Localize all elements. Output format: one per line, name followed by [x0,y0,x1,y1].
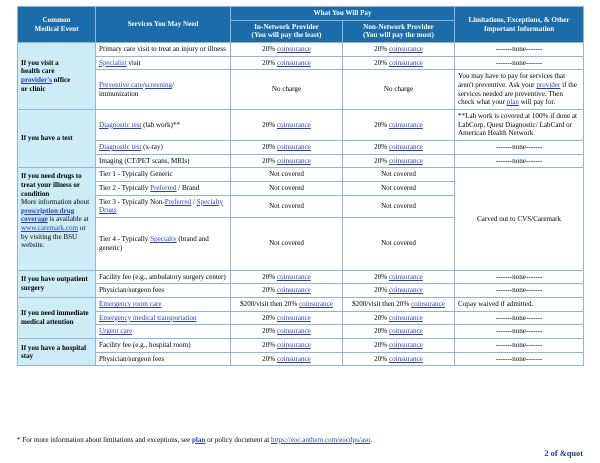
link-coinsurance[interactable]: coinsurance [276,120,311,129]
link-coinsurance[interactable]: coinsurance [388,354,423,363]
service-preventive-care: Preventive care/screening/ immunization [96,70,231,110]
limitations-value: -------none------- [455,325,584,339]
non-network-value [343,140,455,154]
in-pct-15: 20% [262,341,277,350]
non-pct-14: 20% [374,327,389,336]
non-pct-1: 20% [374,58,389,67]
link-coinsurance[interactable]: coinsurance [411,300,445,309]
header-non-network-provider [343,20,455,43]
table-row [18,110,584,141]
header-what-you-will-pay: What You Will Pay [231,7,455,21]
limitations-value: -------none------- [455,352,584,366]
link-coinsurance[interactable]: coinsurance [276,354,311,363]
header-in-network-provider [231,20,343,43]
footnote-star: * [17,436,21,444]
service-tier2-b: / Brand [176,183,200,192]
service-tier4 [96,217,231,270]
service-facility-fee-ambulatory: Facility fee (e.g., ambulatory surgery center) [96,270,231,284]
non-pct-13: 20% [374,313,389,322]
link-specialty[interactable]: Specialty [150,235,177,244]
event-visit-line3-rest: office [52,76,71,85]
service-tier3-a: Tier 3 - Typically Non- [99,197,165,206]
non-network-value: Not covered [343,217,455,270]
non-pct-15: 20% [374,341,389,350]
in-network-value [231,140,343,154]
link-caremark[interactable]: www.caremark.com [21,224,79,233]
event-visit-line4: or clinic [21,84,46,93]
table-row [18,339,584,353]
limitations-value: **Lab work is covered at 100% if done at LabCorp, Quest Diagnostic/ LabCard or American Health Network [455,110,584,141]
link-coinsurance[interactable]: coinsurance [276,327,311,336]
link-plan[interactable]: plan [506,98,519,107]
non-network-value [343,110,455,141]
header-row-top [18,7,584,21]
non-pct-4: 20% [374,142,389,151]
service-tier3-mid: / [191,197,197,206]
link-coinsurance[interactable]: coinsurance [299,300,333,309]
table-row [18,168,584,182]
event-visit-line1: If you visit a [21,58,59,67]
header-event-line1: Common [42,15,71,24]
event-drugs-p1a: More information about [21,198,90,207]
non-network-value [343,339,455,353]
service-specialist-rest: visit [126,58,141,67]
service-physician-surgeon-fees: Physician/surgeon fees [96,284,231,298]
header-in-line1: In-Network Provider [254,22,319,31]
non-network-value [343,352,455,366]
non-pct-5: 20% [374,156,389,165]
table-row [18,284,584,298]
limitations-value: Copay waived if admitted. [455,298,584,312]
table-row [18,56,584,70]
service-diagnostic-test-xray [96,140,231,154]
in-pct-3: 20% [262,120,277,129]
service-tier1: Tier 1 - Typically Generic [96,168,231,182]
header-services-you-may-need: Services You May Need [96,7,231,43]
service-specialist-visit [96,56,231,70]
service-immunization: immunization [99,89,139,98]
link-plan[interactable]: plan [191,436,206,444]
non-network-value [343,311,455,325]
non-pct-10: 20% [374,272,389,281]
table-row [18,43,584,57]
link-coinsurance[interactable]: coinsurance [276,341,311,350]
in-pct-16: 20% [262,354,277,363]
link-preferred[interactable]: Preferred [164,197,192,206]
in-pct-4: 20% [262,142,277,151]
in-pct-11: 20% [262,286,277,295]
event-visit-line2: health care [21,67,55,76]
in-pct-10: 20% [262,272,277,281]
non-network-value: Not covered [343,168,455,182]
link-provider[interactable]: provider's [21,76,53,85]
link-preferred[interactable]: Preferred [150,183,177,192]
in-network-value: Not covered [231,195,343,217]
non-network-value [343,298,455,312]
link-emergency-medical-transportation[interactable]: Emergency medical transportation [99,313,197,322]
benefits-table [17,6,584,366]
link-coinsurance[interactable]: coinsurance [276,156,311,165]
service-tier4-a: Tier 4 - Typically [99,235,151,244]
service-physician-surgeon-fees: Physician/surgeon fees [96,352,231,366]
service-urgent-care [96,325,231,339]
table-row [18,325,584,339]
footnote-text-b: or policy document at [205,436,271,444]
link-prescription-drug-coverage[interactable]: prescription drug coverage [21,206,75,224]
table-row [18,140,584,154]
in-network-value [231,284,343,298]
service-tier2-a: Tier 2 - Typically [99,183,151,192]
in-network-value: Not covered [231,168,343,182]
event-visit-provider [18,43,96,110]
link-coinsurance[interactable]: coinsurance [388,341,423,350]
footnote-text-c: . [370,436,373,444]
link-coinsurance[interactable]: coinsurance [388,45,423,54]
non-network-value: Not covered [343,195,455,217]
link-diagnostic-test[interactable]: Diagnostic test [99,142,142,151]
link-coinsurance[interactable]: coinsurance [388,313,423,322]
header-non-line1: Non-Network Provider [363,22,434,31]
event-drugs-note [21,198,89,249]
header-limitations-exceptions: Limitations, Exceptions, & Other Important Information [455,7,584,43]
in-network-value [231,325,343,339]
non-pct-0: 20% [374,45,389,54]
service-lab-rest: (lab work)** [141,120,180,129]
limitations-value: -------none------- [455,284,584,298]
in-network-value [231,270,343,284]
link-coinsurance[interactable]: coinsurance [276,45,311,54]
service-emergency-transportation [96,311,231,325]
event-hospital-stay: If you have a hospital stay [18,339,96,366]
limitations-value: -------none------- [455,140,584,154]
in-network-value [231,352,343,366]
link-policy-document-url[interactable]: https://eoc.anthem.com/eocdps/aso [270,436,371,444]
limitations-value: -------none------- [455,43,584,57]
event-have-test: If you have a test [18,110,96,168]
link-screening[interactable]: screening [144,81,173,90]
in-pct-13: 20% [262,313,277,322]
link-coinsurance[interactable]: coinsurance [276,286,311,295]
non-network-value: Not covered [343,181,455,195]
limitations-value: -------none------- [455,339,584,353]
link-coinsurance[interactable]: coinsurance [276,142,311,151]
service-tier2 [96,181,231,195]
limitations-value: -------none------- [455,154,584,168]
in-network-value [231,110,343,141]
limitations-value: -------none------- [455,311,584,325]
limitations-carved-out: Carved out to CVS/Caremark [455,168,584,271]
table-row [18,70,584,110]
in-network-value: Not covered [231,217,343,270]
link-coinsurance[interactable]: coinsurance [388,156,423,165]
non-network-value [343,325,455,339]
in-network-value [231,298,343,312]
header-event-line2: Medical Event [34,24,79,33]
service-tier3 [96,195,231,217]
event-immediate-attention: If you need immediate medical attention [18,298,96,339]
link-specialist[interactable]: Specialist [99,58,127,67]
service-xray-rest: (x-ray) [141,142,163,151]
in-network-value: No charge [231,70,343,110]
link-specialty-drugs[interactable]: Specialty Drugs [99,197,224,215]
link-coinsurance[interactable]: coinsurance [388,120,423,129]
service-facility-fee-hospital: Facility fee (e.g., hospital room) [96,339,231,353]
link-diagnostic-test[interactable]: Diagnostic test [99,120,142,129]
link-coinsurance[interactable]: coinsurance [388,286,423,295]
event-outpatient-surgery: If you have outpatient surgery [18,270,96,297]
non-pct-16: 20% [374,354,389,363]
in-pct-5: 20% [262,156,277,165]
in-network-value [231,56,343,70]
link-coinsurance[interactable]: coinsurance [276,272,311,281]
non-network-value [343,43,455,57]
non-network-value [343,284,455,298]
in-er: $200/visit then 20% [240,300,300,309]
non-pct-3: 20% [374,120,389,129]
in-pct-14: 20% [262,327,277,336]
in-pct-1: 20% [262,58,277,67]
in-network-value: Not covered [231,181,343,195]
non-pct-11: 20% [374,286,389,295]
header-non-line2: (You will pay the most) [363,31,434,40]
in-network-value [231,311,343,325]
link-provider[interactable]: provider [536,81,561,90]
footnote-text-a: For more information about limitations and exceptions, see [20,436,192,444]
limitations-value: -------none------- [455,56,584,70]
page-number: 2 of &quot [544,449,583,458]
table-row [18,352,584,366]
table-row [18,298,584,312]
link-coinsurance[interactable]: coinsurance [388,58,423,67]
service-diagnostic-test-lab [96,110,231,141]
link-coinsurance[interactable]: coinsurance [388,327,423,336]
event-drugs-p3: or by visiting the BSU website. [21,224,86,250]
service-primary-care-visit: Primary care visit to treat an injury or illness [96,43,231,57]
non-network-value [343,154,455,168]
in-network-value [231,154,343,168]
non-network-value [343,56,455,70]
non-er: $200/visit then 20% [352,300,412,309]
link-coinsurance[interactable]: coinsurance [388,142,423,151]
link-coinsurance[interactable]: coinsurance [276,58,311,67]
link-coinsurance[interactable]: coinsurance [388,272,423,281]
limitations-value: -------none------- [455,270,584,284]
link-coinsurance[interactable]: coinsurance [276,313,311,322]
service-imaging: Imaging (CT/PET scans, MRIs) [96,154,231,168]
table-header [18,7,584,43]
in-pct-0: 20% [262,45,277,54]
header-in-line2: (You will pay the least) [251,31,322,40]
in-network-value [231,339,343,353]
service-tier4-b: (brand and generic) [99,235,209,252]
table-row [18,311,584,325]
table-row [18,270,584,284]
link-emergency-room-care[interactable]: Emergency room care [99,300,162,309]
table-row [18,154,584,168]
service-emergency-room-care [96,298,231,312]
limitations-value: You may have to pay for services that aren't preventive. Ask your provider if the services needed are preventive. Then check what your plan will pay for. [455,70,584,110]
footnote [17,436,372,444]
table-body [18,43,584,366]
non-network-value [343,270,455,284]
event-need-drugs [18,168,96,271]
event-drugs-p1b: is available at [47,215,89,224]
link-urgent-care[interactable]: Urgent care [99,327,133,336]
link-preventive-care[interactable]: Preventive care [99,81,143,90]
non-network-value: No charge [343,70,455,110]
event-drugs-bold: If you need drugs to treat your illness or condition [21,172,82,198]
header-common-medical-event [18,7,96,43]
in-network-value [231,43,343,57]
